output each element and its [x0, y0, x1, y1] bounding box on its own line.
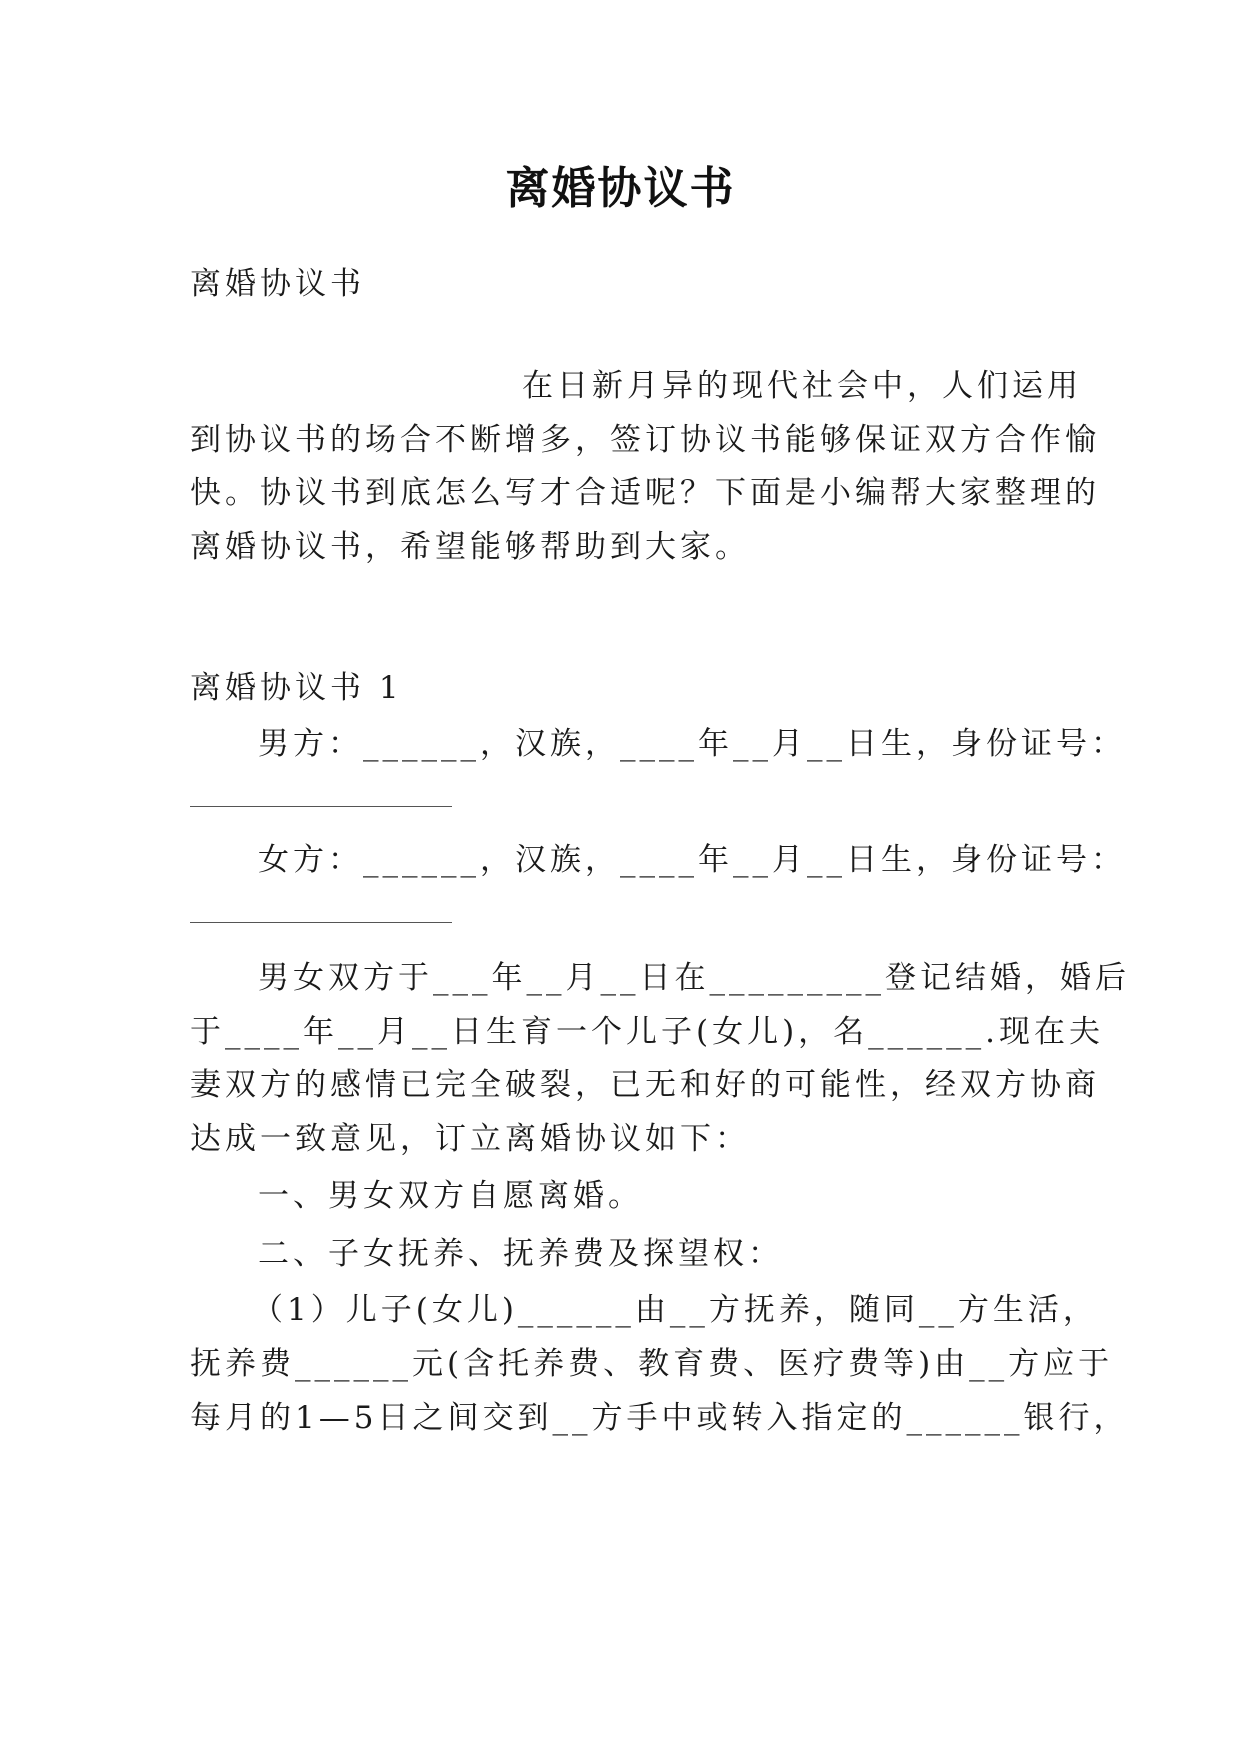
marriage-line-4: 达成一致意见，订立离婚协议如下： — [190, 1121, 750, 1157]
clause-2: 二、子女抚养、抚养费及探望权： — [258, 1236, 783, 1272]
clause-1: 一、男女双方自愿离婚。 — [258, 1178, 643, 1214]
intro-line-3: 快。协议书到底怎么写才合适呢？下面是小编帮大家整理的 — [190, 475, 1100, 511]
intro-line-1: 在日新月异的现代社会中，人们运用 — [522, 368, 1082, 404]
marriage-line-3: 妻双方的感情已完全破裂，已无和好的可能性，经双方协商 — [190, 1067, 1100, 1103]
female-id-blank — [190, 922, 452, 923]
clause-2-1-line-3: 每月的1—5日之间交到__方手中或转入指定的______银行， — [190, 1400, 1129, 1436]
male-id-blank — [190, 806, 452, 807]
intro-line-4: 离婚协议书，希望能够帮助到大家。 — [190, 529, 750, 565]
document-subtitle: 离婚协议书 — [190, 266, 365, 302]
female-party-line: 女方：______，汉族，____年__月__日生，身份证号： — [258, 842, 1126, 878]
marriage-line-1: 男女双方于___年__月__日在_________登记结婚，婚后 — [258, 960, 1130, 996]
marriage-line-2: 于____年__月__日生育一个儿子(女儿)，名______.现在夫 — [190, 1014, 1105, 1050]
clause-2-1-line-2: 抚养费______元(含托养费、教育费、医疗费等)由__方应于 — [190, 1346, 1114, 1382]
male-party-line: 男方：______，汉族，____年__月__日生，身份证号： — [258, 726, 1126, 762]
intro-line-2: 到协议书的场合不断增多，签订协议书能够保证双方合作愉 — [190, 422, 1100, 458]
clause-2-1-line-1: （1）儿子(女儿)______由__方抚养，随同__方生活， — [252, 1292, 1098, 1328]
document-title: 离婚协议书 — [505, 163, 736, 214]
section-heading: 离婚协议书 1 — [190, 670, 403, 706]
